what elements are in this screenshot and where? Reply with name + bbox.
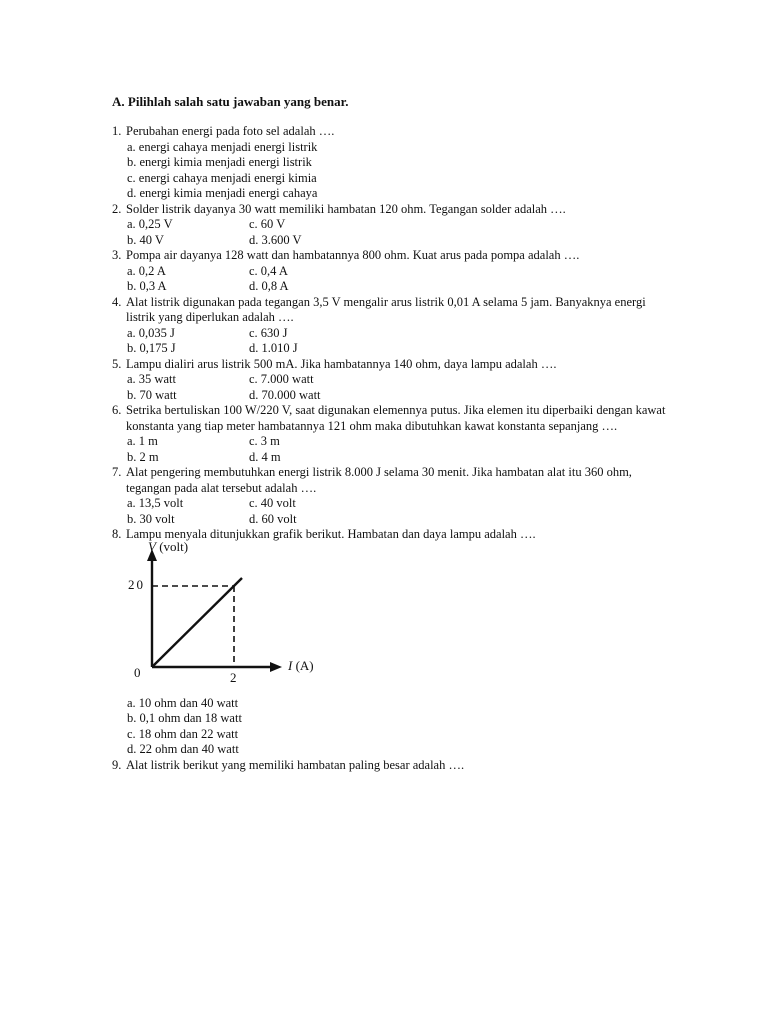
question-text-line [112, 357, 672, 373]
option-row [112, 217, 672, 233]
option-d: d. energi kimia menjadi energi cahaya [127, 186, 318, 200]
question-list [112, 124, 672, 773]
option-a: a. 10 ohm dan 40 watt [127, 695, 239, 710]
y-tick-label: 20 [128, 576, 145, 592]
option-b: b. 70 watt [127, 387, 177, 402]
option-b: b. 0,175 J [127, 341, 176, 355]
y-axis-var: V [148, 538, 156, 554]
option-row [112, 233, 672, 249]
question-7 [112, 465, 672, 527]
option-b: b. energi kimia menjadi energi listrik [127, 155, 312, 169]
option-c: c. energi cahaya menjadi energi kimia [127, 170, 317, 185]
option-a: a. 0,035 J [127, 325, 175, 340]
question-9 [112, 758, 672, 774]
option-a: a. 0,2 A [127, 263, 166, 278]
question-text-line [112, 124, 672, 140]
question-text-line [112, 202, 672, 218]
question-8 [112, 527, 672, 758]
option-c: c. 7.000 watt [249, 372, 314, 386]
y-axis-label [148, 539, 188, 555]
question-number: 7. [112, 465, 122, 479]
question-number: 5. [112, 356, 122, 371]
option-b: b. 30 volt [127, 511, 175, 526]
question-text: Lampu dialiri arus listrik 500 mA. Jika hambatannya 140 ohm, daya lampu adalah …. [126, 356, 557, 371]
option-c: c. 18 ohm dan 22 watt [127, 726, 239, 741]
option-b: b. 2 m [127, 449, 159, 464]
question-3 [112, 248, 672, 295]
option-a: a. 0,25 V [127, 217, 173, 231]
x-axis-var: I [288, 657, 293, 673]
x-axis-arrow [270, 662, 282, 672]
option-row [112, 326, 672, 342]
option-c: c. 0,4 A [249, 263, 288, 278]
option-c: c. 60 V [249, 217, 286, 231]
question-number: 6. [112, 403, 122, 417]
question-text: Perubahan energi pada foto sel adalah …. [126, 124, 335, 138]
question-text-line [112, 465, 672, 496]
x-tick-label: 2 [230, 669, 237, 685]
option-c: c. 3 m [249, 434, 280, 448]
y-axis-unit: (volt) [155, 538, 189, 554]
question-number: 3. [112, 248, 122, 262]
option-c: c. 630 J [249, 325, 288, 340]
question-text: Alat pengering membutuhkan energi listrik 8.000 J selama 30 menit. Jika hambatan alat itu 360 ohm, tegangan pada alat tersebut adalah …. [126, 465, 632, 495]
question-text-line [112, 527, 672, 543]
option-d: d. 70.000 watt [249, 387, 321, 402]
question-2 [112, 202, 672, 249]
question-4 [112, 295, 672, 357]
option-b: b. 40 V [127, 232, 164, 247]
question-text: Alat listrik berikut yang memiliki hambatan paling besar adalah …. [126, 757, 465, 772]
question-number: 2. [112, 201, 122, 216]
question-text: Setrika bertuliskan 100 W/220 V, saat digunakan elemennya putus. Jika elemen itu diperbaiki dengan kawat konstanta yang tiap meter hambatannya 121 ohm maka dibutuhkan kawat konstanta sepanjang …. [126, 403, 666, 433]
option-row [112, 388, 672, 404]
question-number: 8. [112, 527, 122, 541]
option-b: b. 0,3 A [127, 279, 167, 293]
option-row [112, 512, 672, 528]
option-d: d. 4 m [249, 449, 281, 464]
question-6 [112, 403, 672, 465]
option-d: d. 3.600 V [249, 232, 302, 247]
question-text: Pompa air dayanya 128 watt dan hambatannya 800 ohm. Kuat arus pada pompa adalah …. [126, 248, 580, 262]
x-axis-label [288, 658, 314, 674]
option-a: a. energi cahaya menjadi energi listrik [127, 139, 318, 154]
question-number: 1. [112, 124, 122, 138]
option-c: c. 40 volt [249, 496, 296, 510]
option-d: d. 22 ohm dan 40 watt [127, 742, 239, 756]
question-text-line [112, 758, 672, 774]
option-d: d. 60 volt [249, 511, 297, 526]
option-row [112, 372, 672, 388]
option-row [112, 341, 672, 357]
question-1 [112, 124, 672, 202]
option-row [112, 450, 672, 466]
question-5 [112, 357, 672, 404]
origin-label: 0 [134, 664, 141, 680]
option-a: a. 35 watt [127, 372, 176, 386]
question-text-line [112, 403, 672, 434]
option-row [112, 434, 672, 450]
question-text: Alat listrik digunakan pada tegangan 3,5 V mengalir arus listrik 0,01 A selama 5 jam. Banyaknya energi listrik yang diperlukan adalah …. [126, 294, 646, 324]
option-a: a. 1 m [127, 434, 158, 448]
question-text: Lampu menyala ditunjukkan grafik berikut. Hambatan dan daya lampu adalah …. [126, 527, 536, 541]
question-number: 9. [112, 757, 122, 772]
option-row [112, 496, 672, 512]
option-row [112, 279, 672, 295]
option-d: d. 1.010 J [249, 341, 298, 355]
question-number: 4. [112, 294, 122, 309]
option-b: b. 0,1 ohm dan 18 watt [127, 711, 242, 725]
question-text-line [112, 248, 672, 264]
vi-line [152, 578, 242, 667]
x-axis-unit: (A) [292, 657, 314, 673]
option-row [112, 264, 672, 280]
vi-graph [128, 538, 362, 695]
graph-svg [132, 545, 362, 695]
question-text: Solder listrik dayanya 30 watt memiliki hambatan 120 ohm. Tegangan solder adalah …. [126, 201, 566, 216]
option-d: d. 0,8 A [249, 279, 289, 293]
option-a: a. 13,5 volt [127, 496, 184, 510]
question-text-line [112, 295, 672, 326]
section-heading: A. Pilihlah salah satu jawaban yang benar. [112, 94, 349, 109]
